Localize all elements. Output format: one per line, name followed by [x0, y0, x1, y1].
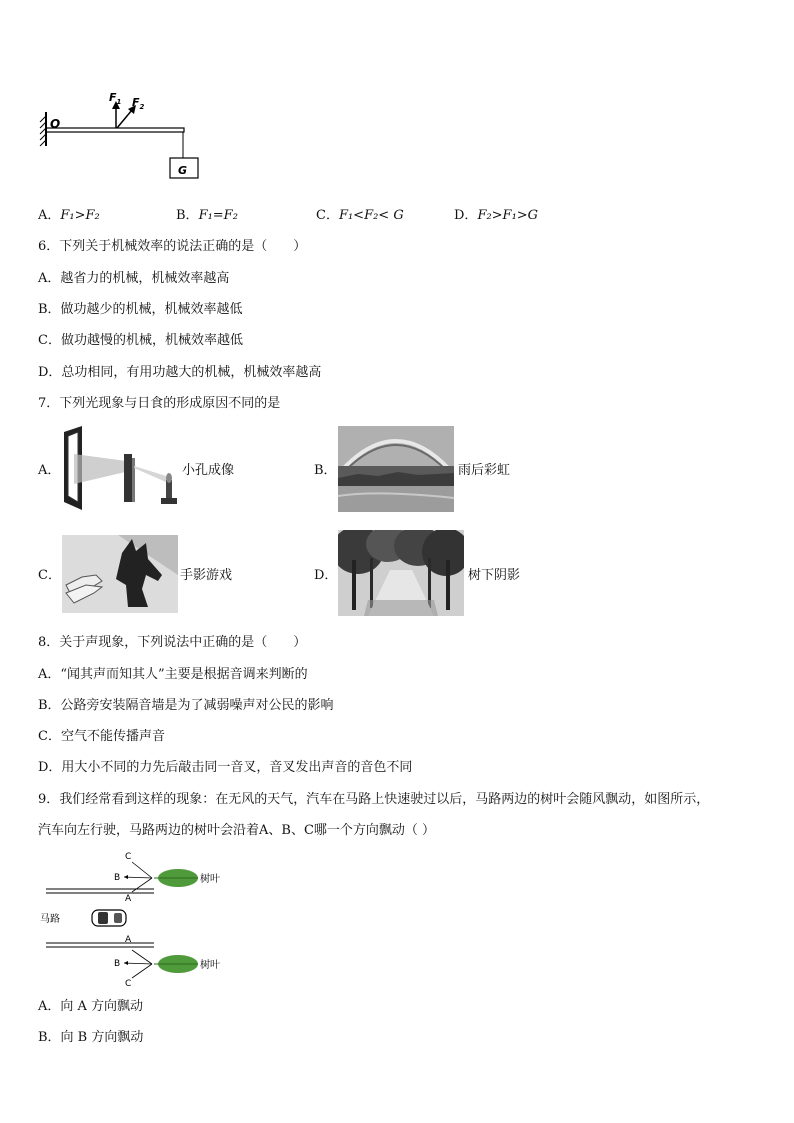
- q7-stem: 7．下列光现象与日食的形成原因不同的是: [38, 396, 281, 411]
- q6-stem: 6．下列关于机械效率的说法正确的是（ ）: [38, 239, 307, 254]
- q5-option-a[interactable]: A．F₁>F₂: [38, 208, 100, 223]
- q8-option-c[interactable]: C．空气不能传播声音: [38, 729, 165, 744]
- bottom-label-a: A: [125, 935, 132, 945]
- q9-option-a[interactable]: A．向 A 方向飘动: [38, 999, 144, 1014]
- q6-option-c[interactable]: C．做功越慢的机械，机械效率越低: [38, 333, 243, 348]
- q8-option-a[interactable]: A．“闻其声而知其人”主要是根据音调来判断的: [38, 667, 308, 682]
- q8-option-b[interactable]: B．公路旁安装隔音墙是为了减弱噪声对公民的影响: [38, 698, 334, 713]
- tree-shade-image: [338, 530, 464, 616]
- weight-label: G: [178, 164, 188, 177]
- top-label-a: A: [125, 894, 132, 904]
- q9-stem-line1: 9．我们经常看到这样的现象：在无风的天气，汽车在马路上快速驶过以后，马路两边的树叶会随风飘动，如图所示，: [38, 792, 710, 807]
- q7-caption-d: 树下阴影: [468, 568, 521, 583]
- top-label-b: B: [114, 873, 121, 883]
- q8-option-d[interactable]: D．用大小不同的力先后敲击同一音叉，音叉发出声音的音色不同: [38, 760, 413, 775]
- hand-shadow-image: [62, 535, 178, 613]
- rainbow-image: [338, 426, 454, 512]
- lever-figure: [36, 88, 216, 180]
- q7-option-a-letter[interactable]: A．: [38, 463, 61, 478]
- force2-sub: 2: [139, 103, 145, 111]
- q6-option-a[interactable]: A．越省力的机械，机械效率越高: [38, 271, 230, 286]
- q5-option-d[interactable]: D．F₂>F₁>G: [454, 208, 539, 223]
- force2-label: F: [132, 96, 140, 109]
- bottom-label-b: B: [114, 959, 121, 969]
- top-leaf-label: 树叶: [200, 874, 220, 885]
- q7-caption-c: 手影游戏: [180, 568, 233, 583]
- q7-caption-b: 雨后彩虹: [458, 463, 511, 478]
- road-leaf-figure: [36, 846, 236, 990]
- q5-option-c[interactable]: C．F₁<F₂< G: [316, 208, 404, 223]
- force1-sub: 1: [116, 98, 122, 106]
- q7-option-c-letter[interactable]: C．: [38, 568, 61, 583]
- q5-option-b[interactable]: B．F₁=F₂: [176, 208, 238, 223]
- q7-caption-a: 小孔成像: [182, 463, 235, 478]
- force1-label: F: [109, 91, 117, 104]
- q9-stem-line2: 汽车向左行驶，马路两边的树叶会沿着A、B、C哪一个方向飘动（ ）: [38, 823, 436, 838]
- q6-option-d[interactable]: D．总功相同，有用功越大的机械，机械效率越高: [38, 365, 322, 380]
- pinhole-camera-image: [60, 424, 180, 512]
- svg-text:F2: [132, 96, 145, 111]
- car-icon: [92, 910, 126, 926]
- pivot-label: O: [50, 117, 61, 131]
- q6-option-b[interactable]: B．做功越少的机械，机械效率越低: [38, 302, 243, 317]
- road-label: 马路: [40, 914, 60, 925]
- svg-text:F1: [109, 91, 122, 106]
- bottom-leaf-label: 树叶: [200, 960, 220, 971]
- q9-option-b[interactable]: B．向 B 方向飘动: [38, 1030, 144, 1045]
- bottom-label-c: C: [125, 979, 132, 989]
- q8-stem: 8．关于声现象，下列说法中正确的是（ ）: [38, 635, 307, 650]
- q7-option-b-letter[interactable]: B．: [314, 463, 337, 478]
- q7-option-d-letter[interactable]: D．: [314, 568, 338, 583]
- top-label-c: C: [125, 852, 132, 862]
